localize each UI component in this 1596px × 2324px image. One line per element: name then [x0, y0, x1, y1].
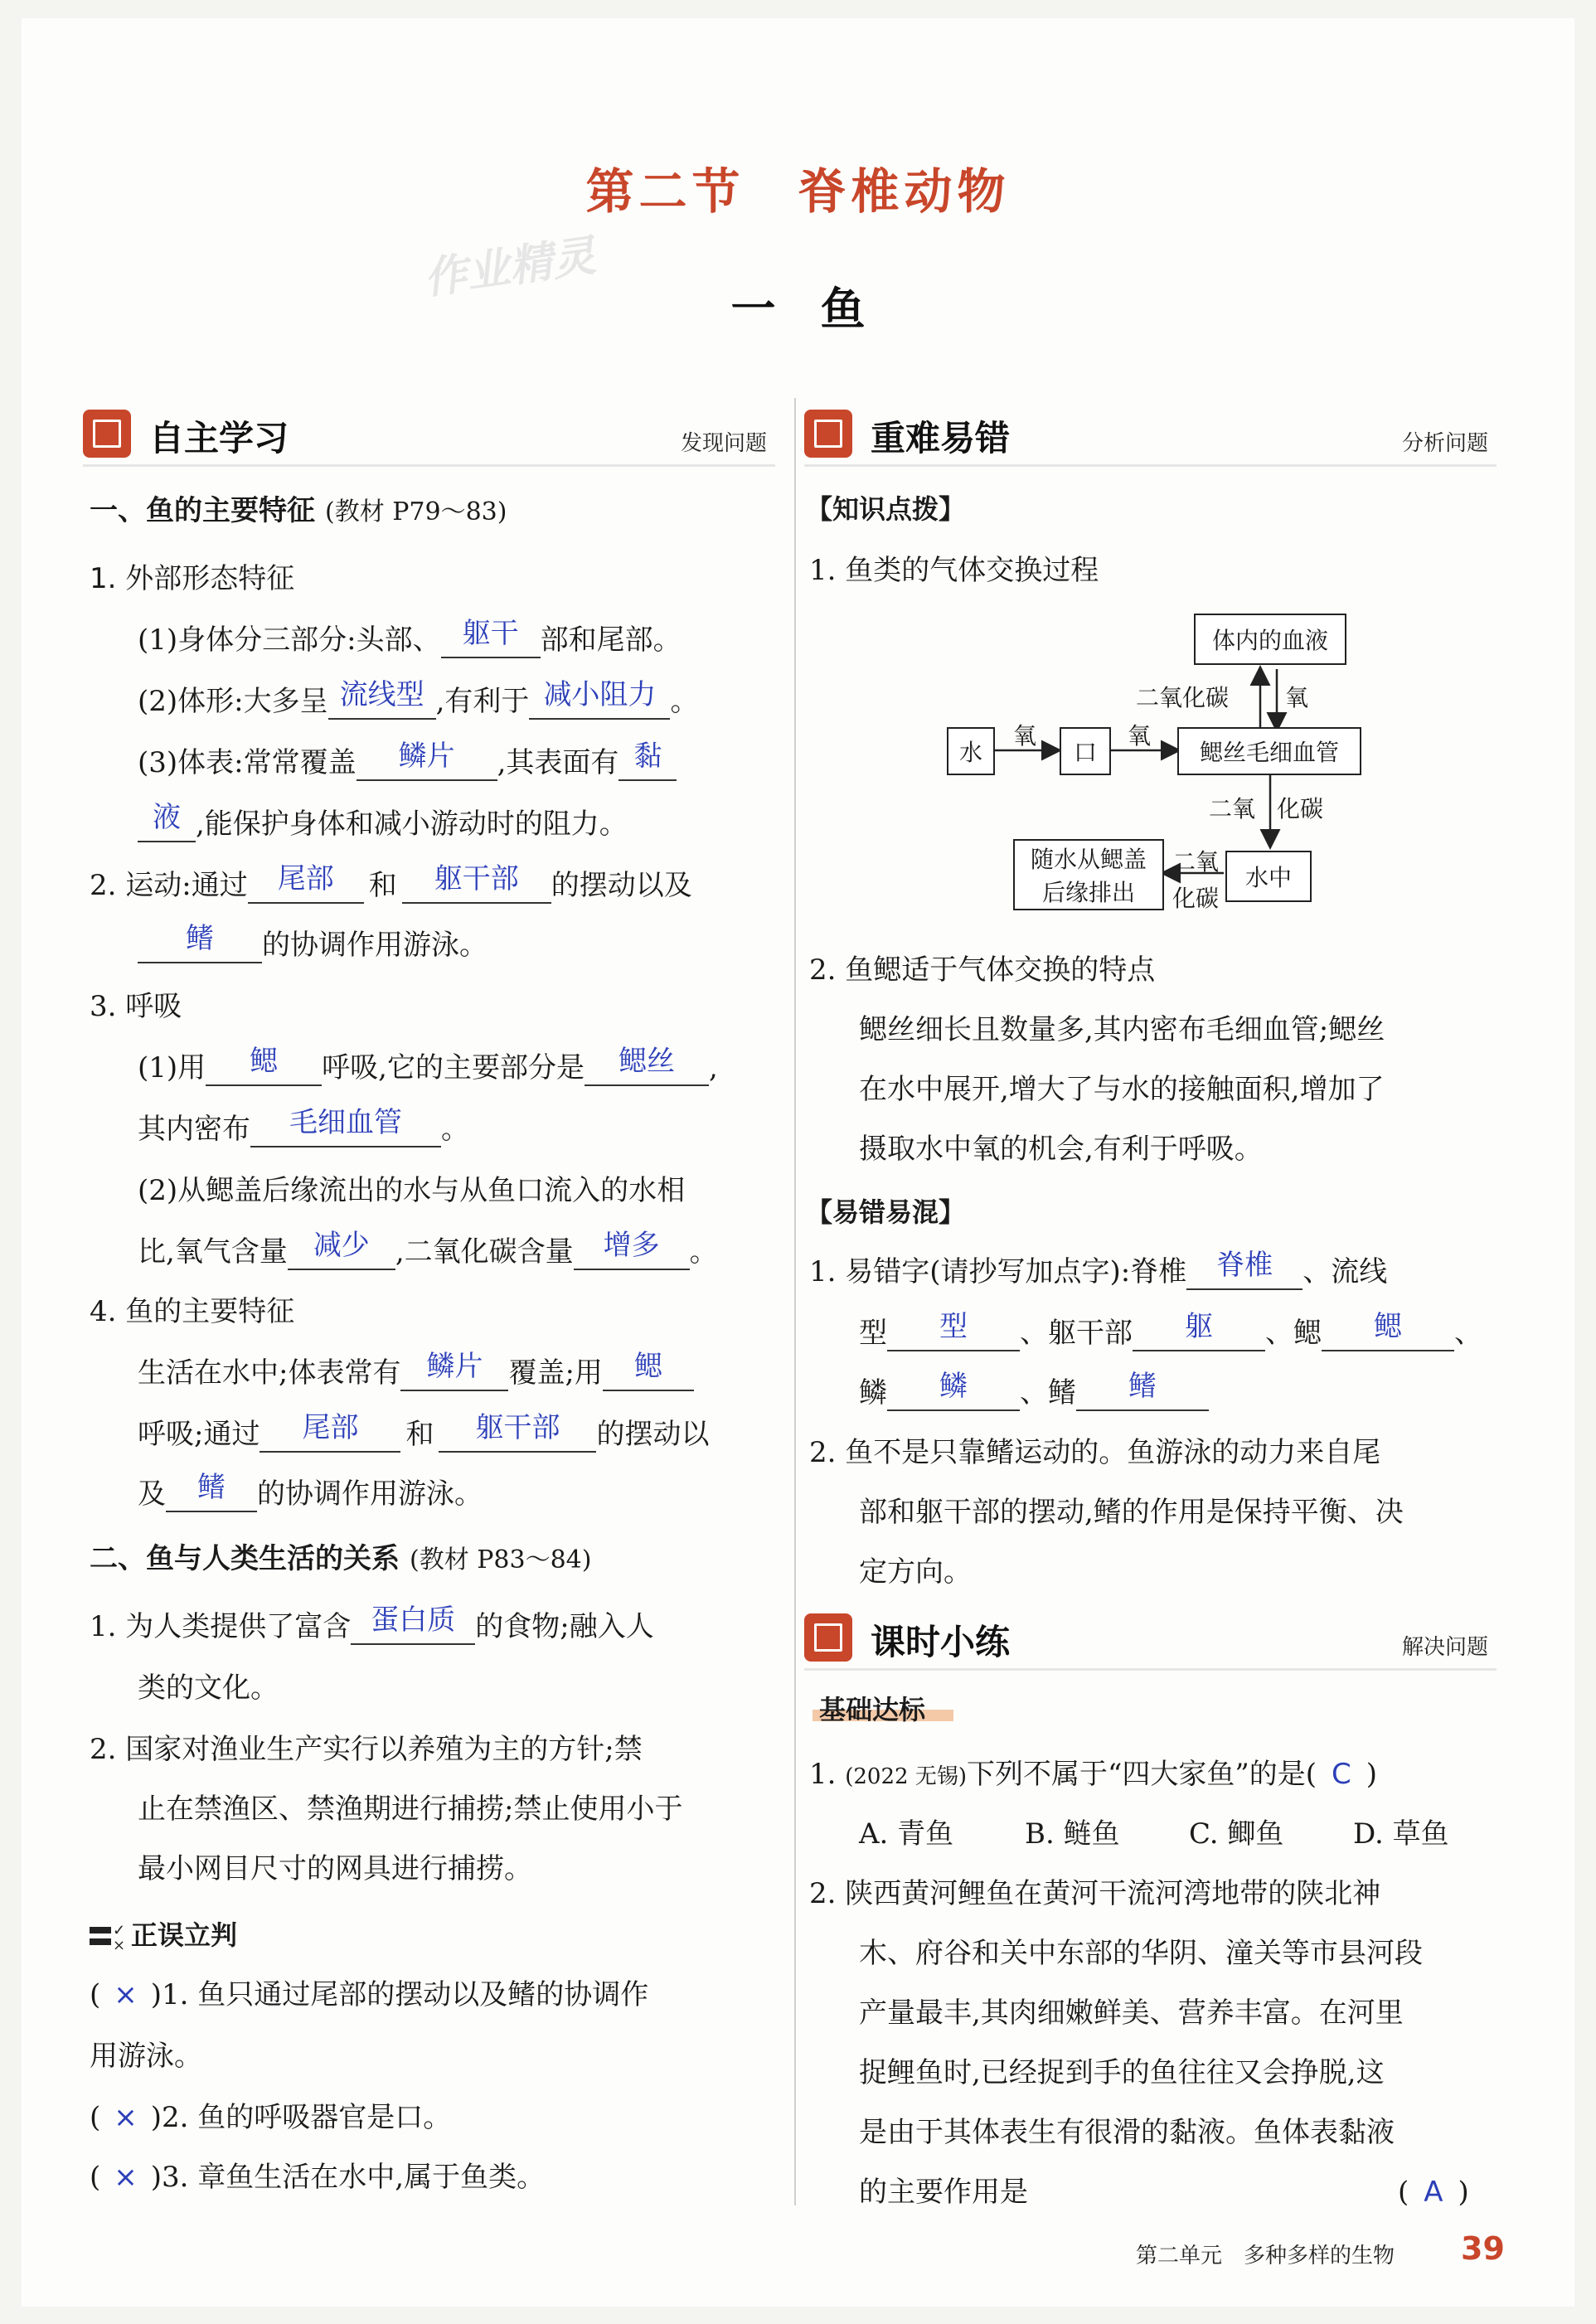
- judge-1: ( × )1. 鱼只通过尾部的摆动以及鳍的协调作: [90, 1978, 649, 2011]
- e2-line2: 部和躯干部的摆动,鳍的作用是保持平衡、决: [859, 1496, 1404, 1529]
- section-tag: 分析问题: [1401, 431, 1488, 456]
- r1: 1. 为人类提供了富含 蛋白质 的食物;融入人: [90, 1604, 654, 1643]
- e1-line2: 型 型 、躯干部 躯 、鳃 鳃 、: [859, 1310, 1482, 1350]
- e1-line3: 鳞 鳞 、鳍 鳍: [859, 1376, 1209, 1411]
- kp2: 2. 鱼鳃适于气体交换的特点: [809, 953, 1156, 987]
- p2-line6: 的主要作用是: [859, 2176, 1028, 2209]
- page-subtitle: 一 鱼: [730, 283, 866, 335]
- r2-line1: 2. 国家对渔业生产实行以养殖为主的方针;禁: [90, 1733, 643, 1766]
- section-icon: [83, 410, 131, 458]
- p2-line5: 是由于其体表生有很滑的黏液。鱼体表黏液: [859, 2116, 1395, 2149]
- label-o2-a: 氧: [1013, 722, 1037, 750]
- page-number: 39: [1461, 2230, 1505, 2267]
- p2-answer: ( A ): [1398, 2176, 1469, 2209]
- label-co2-down-a: 二氧: [1209, 795, 1256, 822]
- label-co2-left-b: 化碳: [1172, 885, 1220, 912]
- judge-1-cont: 用游泳。: [90, 2040, 202, 2073]
- in-water-box: 水中: [1225, 851, 1312, 902]
- page-title: 第二节 脊椎动物: [585, 163, 1011, 220]
- r1-line2: 类的文化。: [138, 1671, 279, 1705]
- q1c: (3)体表:常常覆盖 鳞片 ,其表面有 黏: [138, 746, 677, 781]
- section-title: 自主学习: [149, 418, 289, 458]
- section-tag: 发现问题: [680, 431, 767, 456]
- p1-opt-a: A. 青鱼: [859, 1817, 954, 1851]
- q4b: 呼吸;通过 尾部 和 躯干部 的摆动以: [138, 1411, 710, 1451]
- q2-cont: 鳍 的协调作用游泳。: [138, 929, 488, 963]
- p2-line2: 木、府谷和关中东部的华阴、潼关等市县河段: [859, 1937, 1423, 1970]
- q3a-cont: 其内密布 毛细血管 。: [138, 1106, 469, 1146]
- judge-2: ( × )2. 鱼的呼吸器官是口。: [90, 2101, 452, 2134]
- q3-title: 3. 呼吸: [90, 990, 182, 1023]
- section-icon: [804, 410, 852, 458]
- section-title: 课时小练: [871, 1622, 1011, 1662]
- p2-line4: 捉鲤鱼时,已经捉到手的鱼往往又会挣脱,这: [859, 2056, 1385, 2089]
- water-box: 水: [947, 727, 995, 775]
- svg-text:×: ×: [113, 1937, 124, 1952]
- column-divider: [794, 398, 796, 2205]
- section-header-practice: [804, 1610, 1497, 1671]
- p1: 1. (2022 无锡)下列不属于“四大家鱼”的是( C ): [809, 1758, 1378, 1791]
- q1c-cont: 液 ,能保护身体和减小游动时的阻力。: [138, 808, 628, 842]
- basic-title: 基础达标: [819, 1694, 926, 1725]
- q3a: (1)用 鳃 呼吸,它的主要部分是 鳃丝 ,: [138, 1045, 718, 1084]
- p1-opt-d: D. 草鱼: [1353, 1817, 1449, 1851]
- q2: 2. 运动:通过 尾部 和 躯干部 的摆动以及: [90, 862, 692, 902]
- kp1: 1. 鱼类的气体交换过程: [809, 554, 1099, 587]
- kp2-line3: 摄取水中氧的机会,有利于呼吸。: [859, 1133, 1263, 1166]
- label-co2-left-a: 二氧: [1172, 848, 1220, 876]
- e2-line1: 2. 鱼不是只靠鳍运动的。鱼游泳的动力来自尾: [809, 1436, 1381, 1469]
- section-icon: [804, 1613, 852, 1662]
- judge-icon: [90, 1922, 124, 1955]
- judge-3: ( × )3. 章鱼生活在水中,属于鱼类。: [90, 2161, 546, 2194]
- r2-line3: 最小网目尺寸的网具进行捕捞。: [138, 1852, 532, 1885]
- kp-title: 【知识点拨】: [806, 493, 966, 525]
- e2-line3: 定方向。: [859, 1555, 972, 1589]
- judge-title: 正误立判: [131, 1919, 238, 1951]
- svg-text:✓: ✓: [113, 1922, 124, 1939]
- s2-heading: 二、鱼与人类生活的关系 (教材 P83～84): [90, 1542, 592, 1575]
- q1a: (1)身体分三部分:头部、 躯干 部和尾部。: [138, 617, 682, 657]
- q3b: 比,氧气含量 减少 ,二氧化碳含量 增多 。: [138, 1229, 718, 1269]
- label-o2-up: 氧: [1285, 684, 1309, 711]
- r2-line2: 止在禁渔区、禁渔期进行捕捞;禁止使用小于: [138, 1793, 683, 1826]
- watermark: 作业精灵: [420, 230, 599, 305]
- s1-heading: 一、鱼的主要特征 (教材 P79～83): [90, 494, 507, 527]
- blood-box: 体内的血液: [1194, 614, 1346, 665]
- p1-opt-c: C. 鲫鱼: [1189, 1817, 1284, 1851]
- label-o2-b: 氧: [1128, 722, 1152, 750]
- p1-opt-b: B. 鲢鱼: [1025, 1817, 1120, 1851]
- mouth-box: 口: [1060, 727, 1111, 775]
- p2-line3: 产量最丰,其肉细嫩鲜美、营养丰富。在河里: [859, 1997, 1404, 2030]
- p2-line1: 2. 陕西黄河鲤鱼在黄河干流河湾地带的陕北神: [809, 1877, 1381, 1910]
- q1-title: 1. 外部形态特征: [90, 562, 295, 595]
- footer-unit: 第二单元 多种多样的生物: [1136, 2244, 1395, 2268]
- q4a: 生活在水中;体表常有 鳞片 覆盖;用 鳃: [138, 1356, 694, 1391]
- q3b-line1: (2)从鳃盖后缘流出的水与从鱼口流入的水相: [138, 1174, 686, 1207]
- err-title: 【易错易混】: [806, 1196, 966, 1228]
- q4c: 及 鳍 的协调作用游泳。: [138, 1471, 483, 1511]
- label-co2-up: 二氧化碳: [1136, 684, 1230, 711]
- q1b: (2)体形:大多呈 流线型 ,有利于 减小阻力 。: [138, 678, 699, 718]
- label-co2-down-b: 化碳: [1277, 795, 1324, 822]
- section-tag: 解决问题: [1401, 1635, 1488, 1660]
- gill-capillary-box: 鳃丝毛细血管: [1177, 727, 1361, 775]
- section-header-key-points: [804, 406, 1497, 467]
- kp2-line1: 鳃丝细长且数量多,其内密布毛细血管;鳃丝: [859, 1013, 1385, 1046]
- discharge-box: 随水从鳃盖 后缘排出: [1013, 839, 1164, 910]
- section-header-self-study: [83, 406, 775, 467]
- section-title: 重难易错: [871, 418, 1011, 458]
- e1: 1. 易错字(请抄写加点字):脊椎 脊椎 、流线: [809, 1249, 1388, 1288]
- q4-title: 4. 鱼的主要特征: [90, 1295, 295, 1328]
- kp2-line2: 在水中展开,增大了与水的接触面积,增加了: [859, 1073, 1385, 1106]
